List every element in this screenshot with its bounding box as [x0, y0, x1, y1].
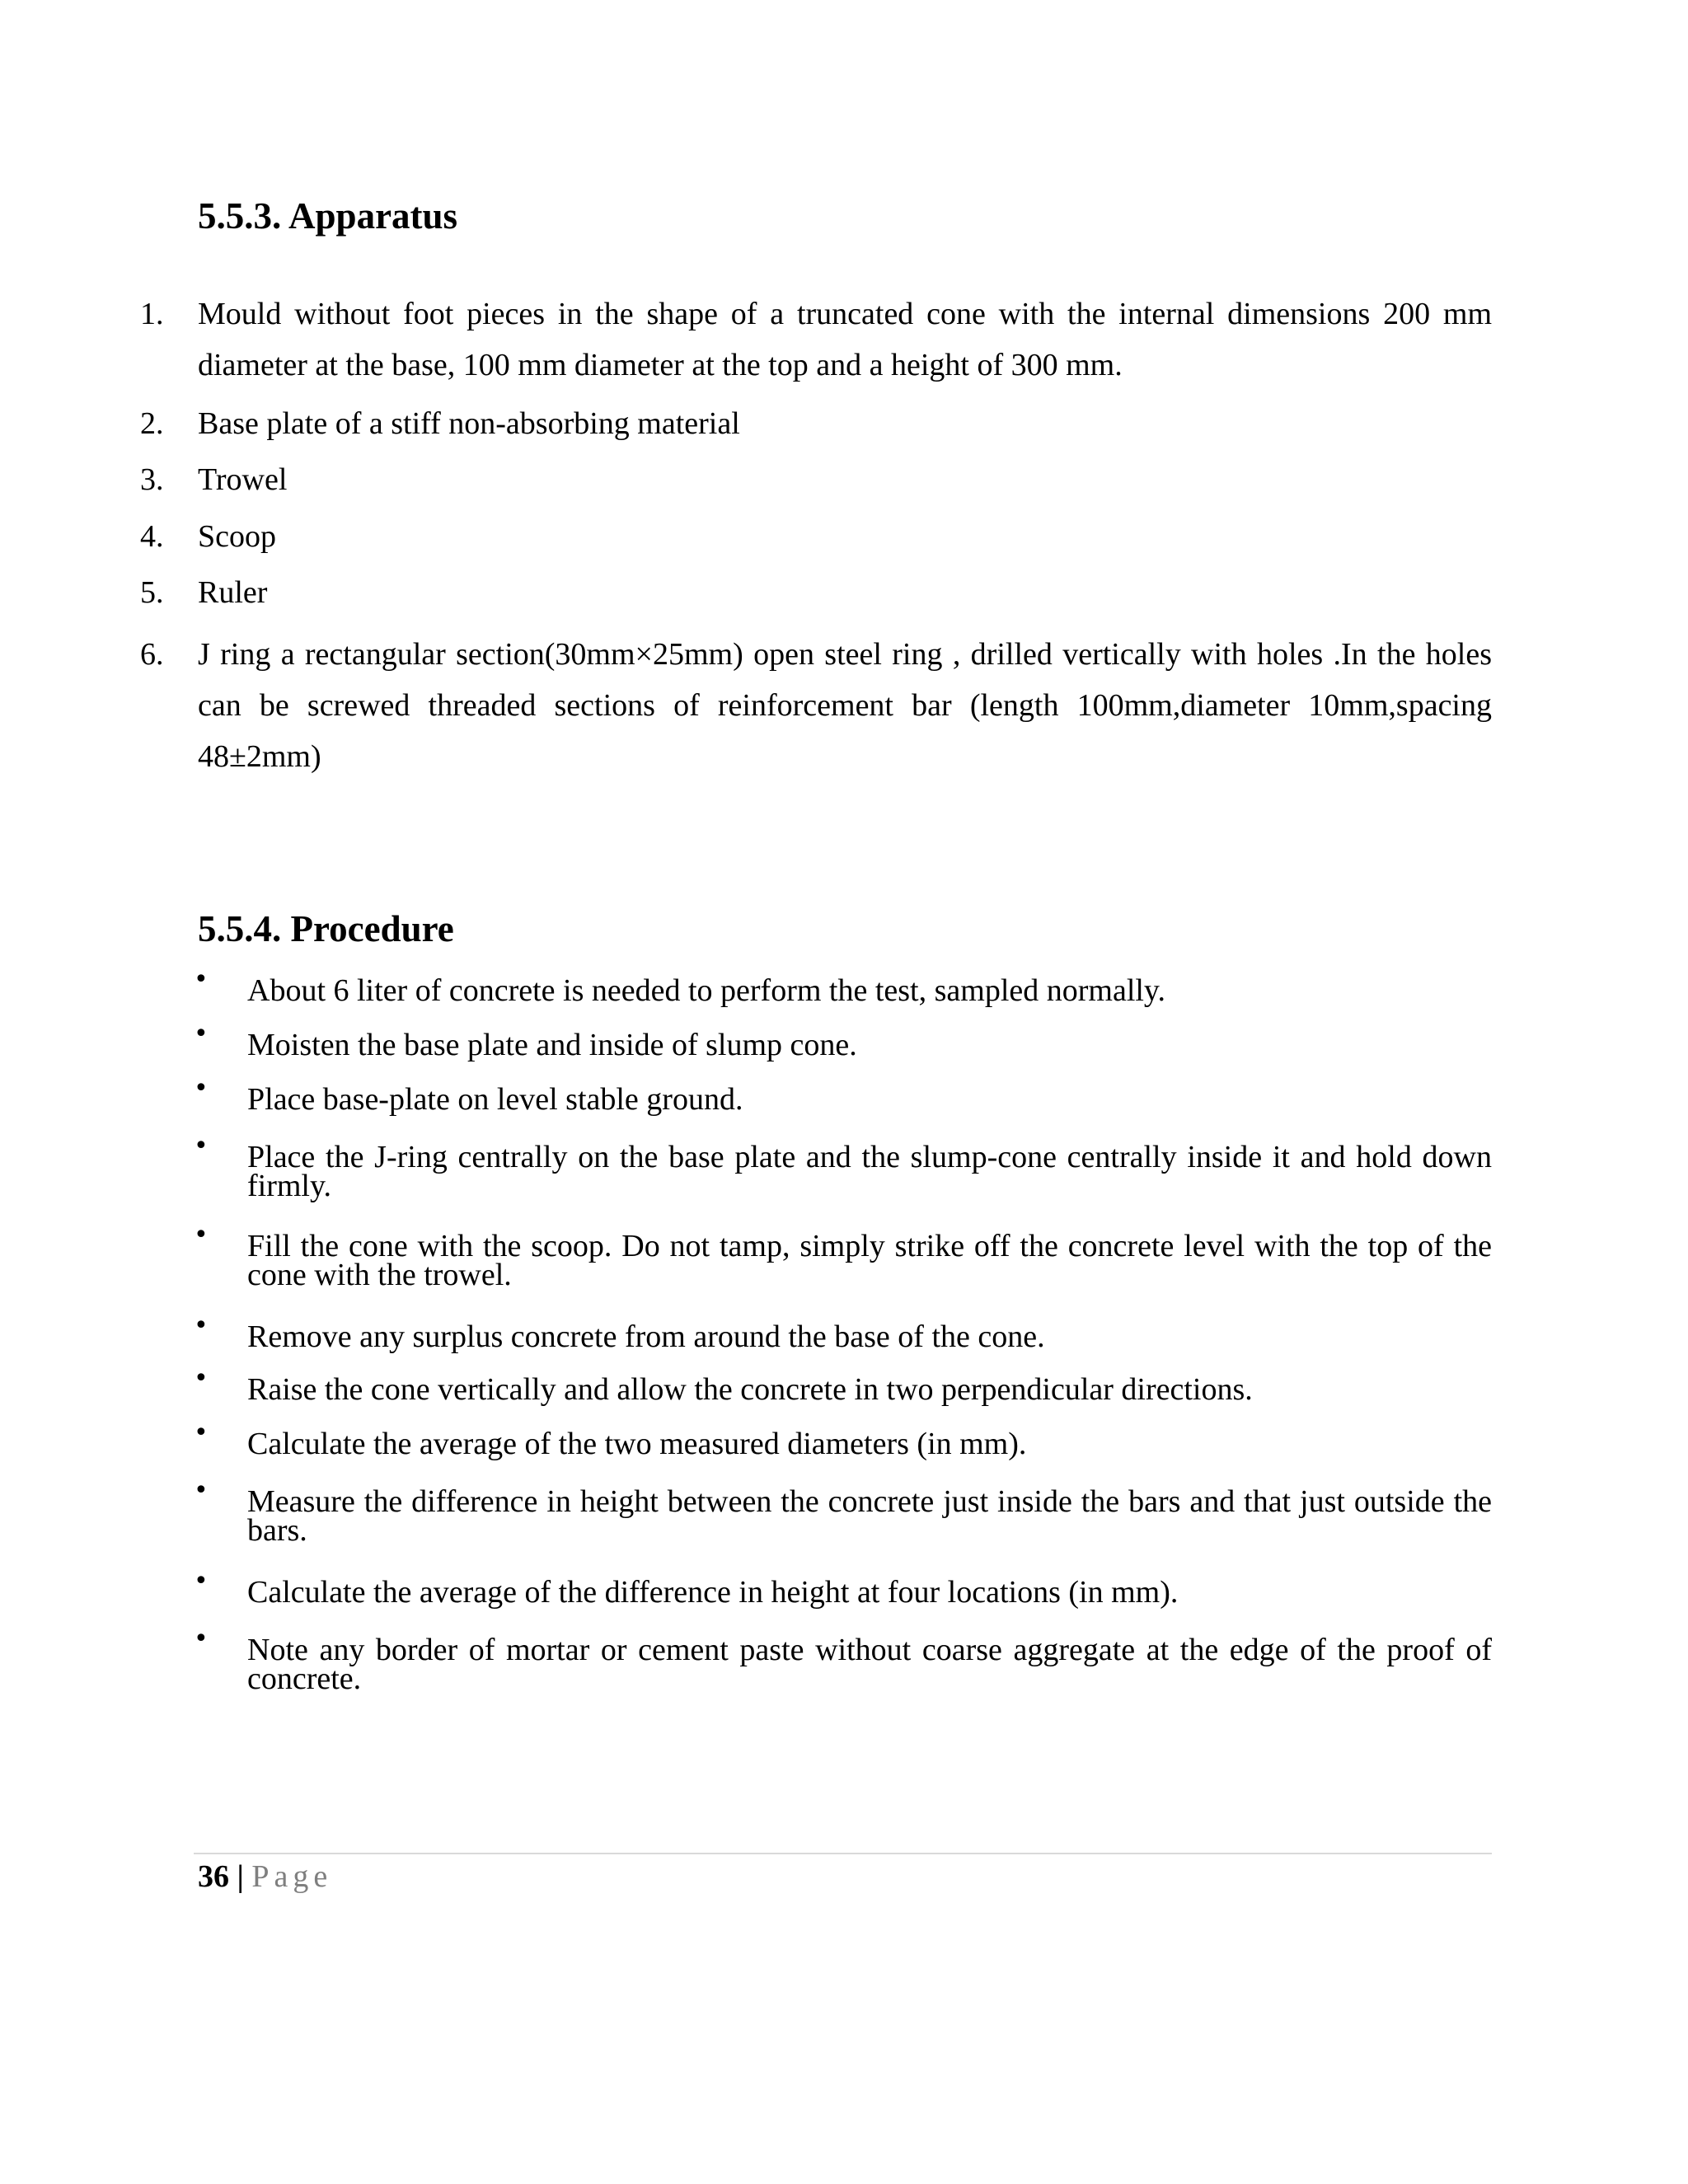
list-item-text: Scoop [198, 519, 276, 554]
bullet-icon: • [194, 1132, 209, 1160]
list-item-text: Raise the cone vertically and allow the concrete in two perpendicular directions. [247, 1372, 1253, 1407]
bullet-icon: • [194, 1567, 209, 1596]
list-item-number: 1. [140, 297, 164, 331]
list-item-text: Fill the cone with the scoop. Do not tamp, simply strike off the concrete level with the top of the cone with the trowel. [247, 1229, 1492, 1292]
list-item [194, 1019, 1492, 1062]
list-item-number: 5. [140, 575, 164, 610]
list-item [194, 1364, 1492, 1407]
list-item [194, 1567, 1492, 1610]
list-item-number: 3. [140, 462, 164, 497]
list-item [194, 1476, 1492, 1548]
list-item-text: Ruler [198, 575, 268, 610]
footer-divider [194, 1853, 1492, 1854]
list-item [140, 567, 1492, 618]
page-number: 36 [198, 1859, 229, 1894]
list-item-text: Base plate of a stiff non-absorbing material [198, 406, 740, 441]
list-item [194, 1624, 1492, 1696]
list-item-text: About 6 liter of concrete is needed to perform the test, sampled normally. [247, 973, 1165, 1008]
list-item [194, 1418, 1492, 1461]
list-item-text: Calculate the average of the difference in height at four locations (in mm). [247, 1575, 1179, 1610]
list-item-text: Place base-plate on level stable ground. [247, 1082, 743, 1117]
footer-separator: | [237, 1859, 244, 1894]
bullet-icon: • [194, 965, 209, 994]
bullet-icon: • [194, 1074, 209, 1103]
page-label: Page [251, 1859, 333, 1894]
list-item [194, 965, 1492, 1008]
apparatus-heading: 5.5.3. Apparatus [198, 195, 458, 237]
list-item-text: Moisten the base plate and inside of slump cone. [247, 1028, 857, 1062]
list-item-text: Remove any surplus concrete from around the base of the cone. [247, 1319, 1045, 1354]
page-footer [198, 1856, 332, 1897]
bullet-icon: • [194, 1476, 209, 1505]
list-item-text: Mould without foot pieces in the shape of a truncated cone with the internal dimensions 200 mm diameter at the base, 100 mm diameter at the top and a height of 300 mm. [198, 297, 1492, 382]
list-item [140, 454, 1492, 505]
bullet-icon: • [194, 1364, 209, 1393]
list-item-number: 6. [140, 637, 164, 672]
list-item [194, 1074, 1492, 1117]
bullet-icon: • [194, 1418, 209, 1447]
list-item-text: Trowel [198, 462, 288, 497]
list-item [140, 288, 1492, 391]
list-item-text: Calculate the average of the two measured diameters (in mm). [247, 1427, 1027, 1461]
list-item-text: Measure the difference in height between the concrete just inside the bars and that just outside the bars. [247, 1484, 1492, 1548]
list-item-number: 2. [140, 406, 164, 441]
list-item [140, 398, 1492, 449]
bullet-icon: • [194, 1221, 209, 1249]
list-item [140, 629, 1492, 782]
list-item-text: J ring a rectangular section(30mm×25mm) open steel ring , drilled vertically with holes .In the holes can be screwed threaded sections of reinforcement bar (length 100mm,diameter 10mm,spacing 48±2mm) [198, 637, 1492, 774]
bullet-icon: • [194, 1019, 209, 1048]
bullet-icon: • [194, 1624, 209, 1653]
list-item [194, 1132, 1492, 1203]
list-item-text: Place the J-ring centrally on the base plate and the slump-cone centrally inside it and hold down firmly. [247, 1140, 1492, 1203]
procedure-heading: 5.5.4. Procedure [198, 908, 454, 949]
list-item [140, 511, 1492, 562]
bullet-icon: • [194, 1311, 209, 1340]
list-item-text: Note any border of mortar or cement paste without coarse aggregate at the edge of the proof of concrete. [247, 1633, 1492, 1696]
list-item [194, 1311, 1492, 1354]
list-item [194, 1221, 1492, 1292]
list-item-number: 4. [140, 519, 164, 554]
